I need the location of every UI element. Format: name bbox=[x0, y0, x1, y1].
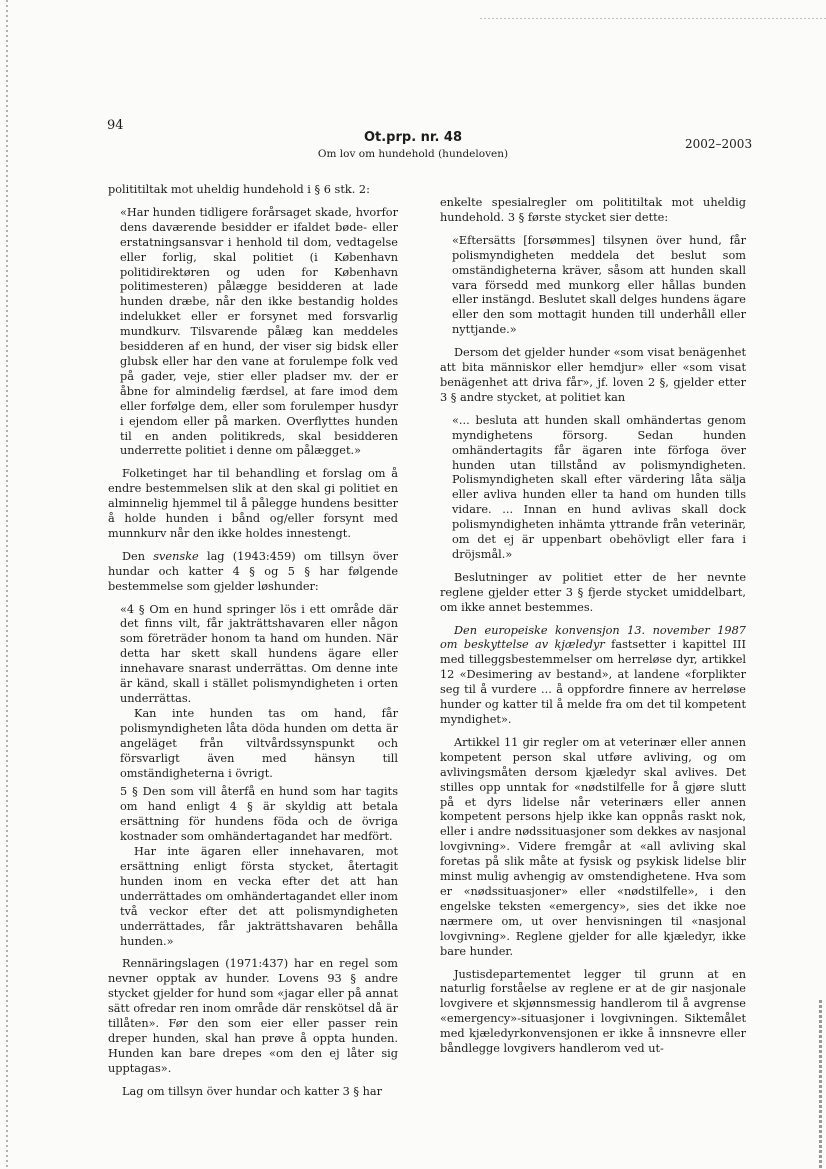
paragraph: Beslutninger av politiet etter de her nevnte reglene gjelder etter 3 § fjerde stycket umiddelbart, om ikke annet bestemmes. bbox=[440, 570, 746, 614]
italic-text: svenske bbox=[153, 549, 199, 563]
paragraph: polititiltak mot uheldig hundehold i § 6 stk. 2: bbox=[108, 183, 370, 196]
quote-paragraph: «Har hunden tidligere forårsaget skade, hvorfor dens daværende besidder er ifaldet bøde- eller erstatningsansvar i henhold til dom, vedtagelse eller forlig, skal politiet (i København politidirektøren og uden for København politimesteren) pålægge besidderen at lade hunden dræbe, når den ikke bestandig holdes indelukket eller er forsynet med forsvarlig mundkurv. Tilsvarende pålæg kan meddeles besidderen af en hund, der viser sig bidsk eller glubsk eller har den vane at forulempe folk ved på gader, veje, stier eller pladser mv. der er åbne for almindelig færdsel, at fare imod dem eller forfølge dem, eller som forulemper husdyr i ejendom eller på marken. Overflyttes hunden til en anden politikreds, skal besidderen underrette politiet i denne om pålægget.» bbox=[120, 205, 398, 458]
paragraph: enkelte spesialregler om polititiltak mot uheldig hundehold. 3 § første stycket sier dette: bbox=[440, 196, 746, 224]
scan-edge-right bbox=[819, 1000, 822, 1169]
quote-paragraph: «4 § Om en hund springer lös i ett område där det finns vilt, får jakträttshavaren eller någon som företräder honom ta hand om hunden. När detta har skett skall hundens ägare eller innehavare snarast underrättas. Om denne inte är känd, skall i stället polismyndigheten i orten underrättas. bbox=[120, 602, 398, 705]
block-quote bbox=[108, 206, 398, 459]
quote-paragraph: 5 § Den som vill återfå en hund som har tagits om hand enligt 4 § är skyldig att betala ersättning för hundens föda och de övriga kostnader som omhändertagandet har medfört. bbox=[120, 785, 398, 844]
italic-text: Den europeiske konvensjon 13. november 1987 om beskyttelse av kjæledyr bbox=[440, 623, 746, 652]
document-year: 2002–2003 bbox=[685, 137, 753, 151]
paragraph: Rennäringslagen (1971:437) har en regel som nevner opptak av hunder. Lovens 93 § andre stycket gjelder for hund som «jagar eller på annat sätt ofredar ren inom område där renskötsel då är tillåten». Før den som eier eller passer rein dreper hunden, skal han prøve å oppta hunden. Hunden kan bare drepes «om den ej låter sig upptagas». bbox=[108, 957, 398, 1075]
page-number: 94 bbox=[107, 118, 124, 133]
paragraph: Lag om tillsyn över hundar och katter 3 § har bbox=[122, 1084, 382, 1098]
block-quote bbox=[108, 603, 398, 950]
text-run: fastsetter i kapittel III med tilleggsbestemmelser om herreløse dyr, artikkel 12 «Desimering av bestand», at landene «forplikter seg til å vurdere ... å oppfordre finnere av herreløse hunder og katter til å melde fra om det til kompetent myndighet». bbox=[440, 638, 746, 726]
scan-edge-top bbox=[480, 18, 826, 19]
left-column bbox=[108, 183, 398, 1108]
document-title: Ot.prp. nr. 48 bbox=[363, 130, 463, 145]
paragraph: Dersom det gjelder hunder «som visat benägenhet att bita människor eller hemdjur» eller «som visat benägenhet att driva får», jf. loven 2 §, gjelder etter 3 § andre stycket, at politiet kan bbox=[440, 346, 746, 404]
quote-paragraph: «Eftersätts [forsømmes] tilsynen över hund, får polismyndigheten meddela det beslut som omständigheterna kräver, såsom att hunden skall vara försedd med munkorg eller hållas bunden eller instängd. Beslutet skall delges hundens ägare eller den som mottagit hunden till underhåll eller nyttjande.» bbox=[452, 233, 746, 337]
text-run: lag (1943:459) om tillsyn över hundar och katter 4 § og 5 § har følgende bestemmelse som gjelder løshunder: bbox=[108, 549, 398, 593]
right-column bbox=[440, 196, 746, 1065]
paragraph: Artikkel 11 gir regler om at veterinær eller annen kompetent person skal utføre avliving, og om avlivingsmåten dersom kjæledyr skal avlives. Det stilles opp unntak for «nødstilfelle for å gjøre slutt på et dyrs lidelse når veterinærs eller annen kompetent persons hjelp ikke kan oppnås raskt nok, eller i andre nødssituasjoner som dekkes av nasjonal lovgivning». Videre fremgår at «all avliving skal foretas på slik måte at fysisk og psykisk lidelse blir minst mulig avhengig av omstendighetene. Hva som er «nødssituasjoner» eller «nødstilfelle», i den engelske teksten «emergency», sies det ikke noe nærmere om, ut over henvisningen til «nasjonal lovgivning». Reglene gjelder for alle kjæledyr, ikke bare hunder. bbox=[440, 735, 746, 958]
document-subtitle: Om lov om hundehold (hundeloven) bbox=[317, 148, 509, 160]
text-run: Den bbox=[122, 549, 154, 563]
paragraph bbox=[440, 624, 746, 728]
quote-paragraph: «... besluta att hunden skall omhändertas genom myndighetens försorg. Sedan hunden omhändertagits får ägaren inte förfoga över hunden utan tillstånd av polismyndigheten. Polismyndigheten skall efter värdering låta sälja eller avliva hunden eller ta hand om hunden tills vidare. ... Innan en hund avlivas skall dock polismyndigheten inhämta yttrande från veterinär, om det ej är uppenbart obehövligt eller fara i dröjsmål.» bbox=[452, 413, 746, 561]
block-quote bbox=[440, 414, 746, 563]
scan-edge-left bbox=[6, 0, 8, 1169]
paragraph bbox=[108, 550, 398, 595]
paragraph: Folketinget har til behandling et forslag om å endre bestemmelsen slik at den skal gi politiet en alminnelig hjemmel til å pålegge hundens besitter å holde hunden i bånd og/eller forsynt med munnkurv når den ikke holdes innestengt. bbox=[108, 467, 398, 540]
quote-paragraph: Har inte ägaren eller innehavaren, mot ersättning enligt första stycket, återtagit hunden inom en vecka efter det att han underrättades om omhändertagandet eller inom två veckor efter det att polismyndigheten underrättades, får jakträttshavaren behålla hunden.» bbox=[120, 845, 398, 948]
block-quote bbox=[440, 234, 746, 338]
paragraph: Justisdepartementet legger til grunn at en naturlig forståelse av reglene er at de gir nasjonale lovgivere et skjønnsmessig handlerom til å avgrense «emergency»-situasjoner i lovgivningen. Siktemålet med kjæledyrkonvensjonen er ikke å innsnevre eller båndlegge lovgivers handlerom ved ut- bbox=[440, 967, 746, 1056]
quote-paragraph: Kan inte hunden tas om hand, får polismyndigheten låta döda hunden om detta är angeläget från viltvårdssynspunkt och försvarligt även med hänsyn till omständigheterna i övrigt. bbox=[120, 706, 398, 780]
